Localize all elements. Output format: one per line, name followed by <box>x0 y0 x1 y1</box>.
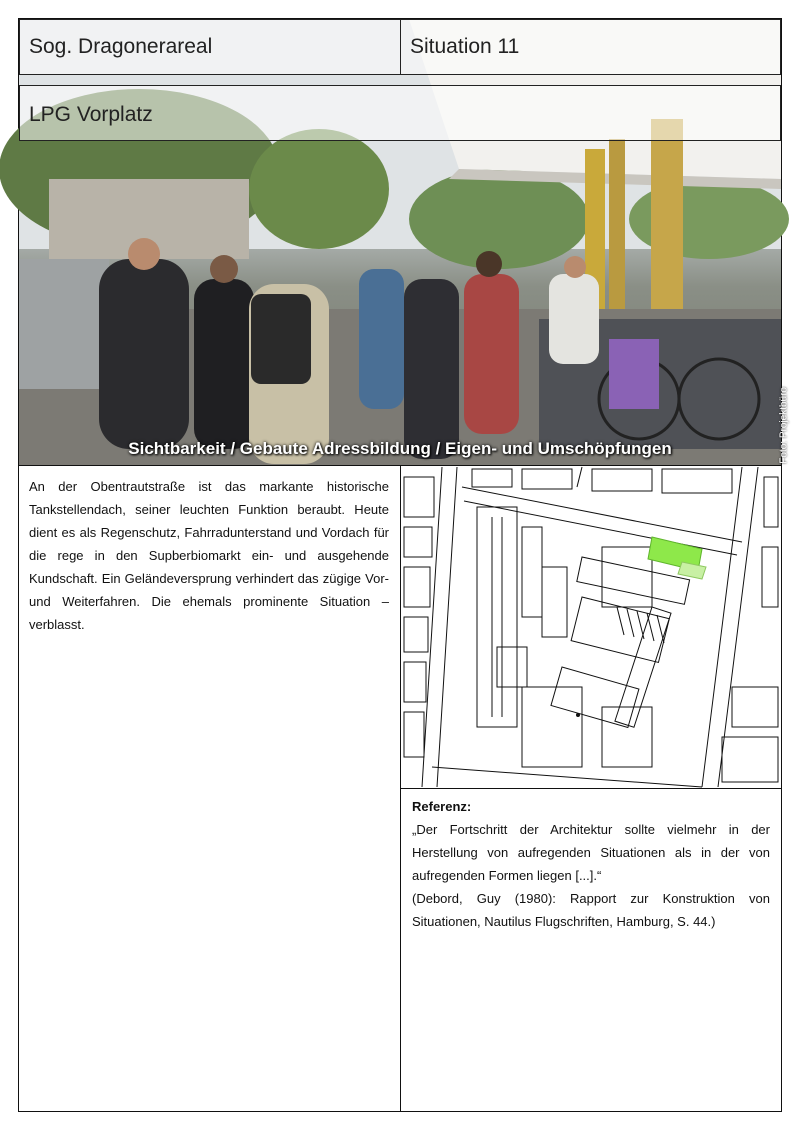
reference-title: Referenz: <box>412 799 472 814</box>
project-title: Sog. Dragonerareal <box>29 35 213 58</box>
photo-credit: Foto: Projektbüro <box>779 387 790 464</box>
reference-quote: „Der Fortschritt der Architektur sollte vielmehr in der Herstellung von aufregenden Situationen als in der von aufregenden Formen liegen [...].“ <box>412 822 770 883</box>
divider <box>401 788 781 789</box>
reference-citation: (Debord, Guy (1980): Rapport zur Konstruktion von Situationen, Nautilus Flugschriften, Hamburg, S. 44.) <box>412 891 770 929</box>
site-plan <box>402 467 780 787</box>
site-photo <box>19 19 790 465</box>
site-plan-drawing <box>402 467 780 787</box>
reference-block <box>412 795 770 933</box>
place-title: LPG Vorplatz <box>29 103 153 126</box>
situation-label: Situation 11 <box>410 35 520 58</box>
page-frame <box>18 18 790 1112</box>
description-text: An der Obentrautstraße ist das markante historische Tankstellendach, seiner leuchten Funktion beraubt. Heute dient es als Regenschutz, Fahrradunterstand und Vordach für die rege in den Supberbiomarkt ein- und ausgehende Kundschaft. Ein Geländeversprung verhindert das zügige Vor- und Weiterfahren. Die ehemals prominente Situation – verblasst. <box>29 479 389 632</box>
photo-caption: Sichtbarkeit / Gebaute Adressbildung / Eigen- und Umschöpfungen <box>128 439 672 458</box>
